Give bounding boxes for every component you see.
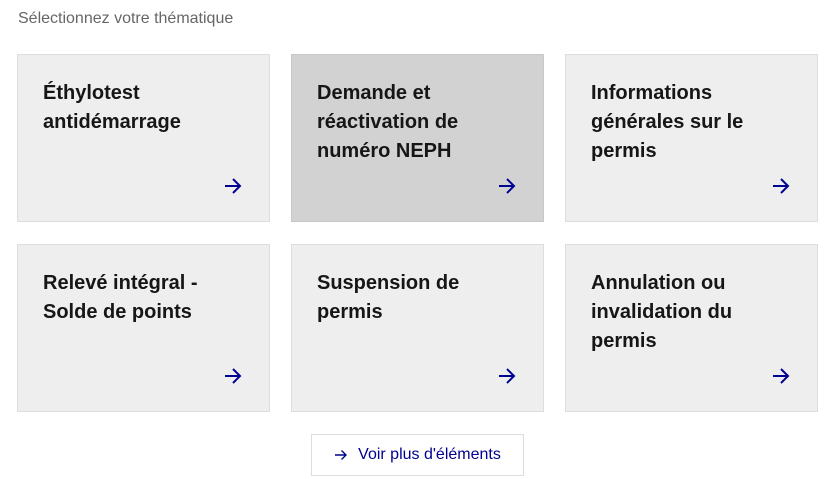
tile-title: Demande et réactivation de numéro NEPH [317, 82, 459, 162]
arrow-right-icon [497, 177, 517, 195]
show-more-label: Voir plus d'éléments [358, 446, 501, 463]
arrow-right-icon [334, 449, 348, 461]
theme-tile-informations[interactable] [565, 54, 818, 222]
theme-tile-ethylotest[interactable] [17, 54, 270, 222]
theme-grid [17, 54, 818, 412]
theme-tile-suspension[interactable] [291, 244, 544, 412]
theme-tile-annulation[interactable] [565, 244, 818, 412]
arrow-right-icon [223, 177, 243, 195]
theme-tile-neph[interactable] [291, 54, 544, 222]
tile-title: Relevé intégral - Solde de points [43, 272, 198, 323]
tile-title: Suspension de permis [317, 272, 460, 323]
tile-title: Informations générales sur le permis [591, 82, 744, 162]
arrow-right-icon [497, 367, 517, 385]
arrow-right-icon [771, 177, 791, 195]
tile-title: Éthylotest antidémarrage [43, 82, 181, 133]
arrow-right-icon [771, 367, 791, 385]
arrow-right-icon [223, 367, 243, 385]
theme-tile-releve[interactable] [17, 244, 270, 412]
page-intro: Sélectionnez votre thématique [18, 10, 234, 27]
tile-title: Annulation ou invalidation du permis [591, 272, 733, 352]
show-more-button[interactable] [311, 434, 524, 476]
